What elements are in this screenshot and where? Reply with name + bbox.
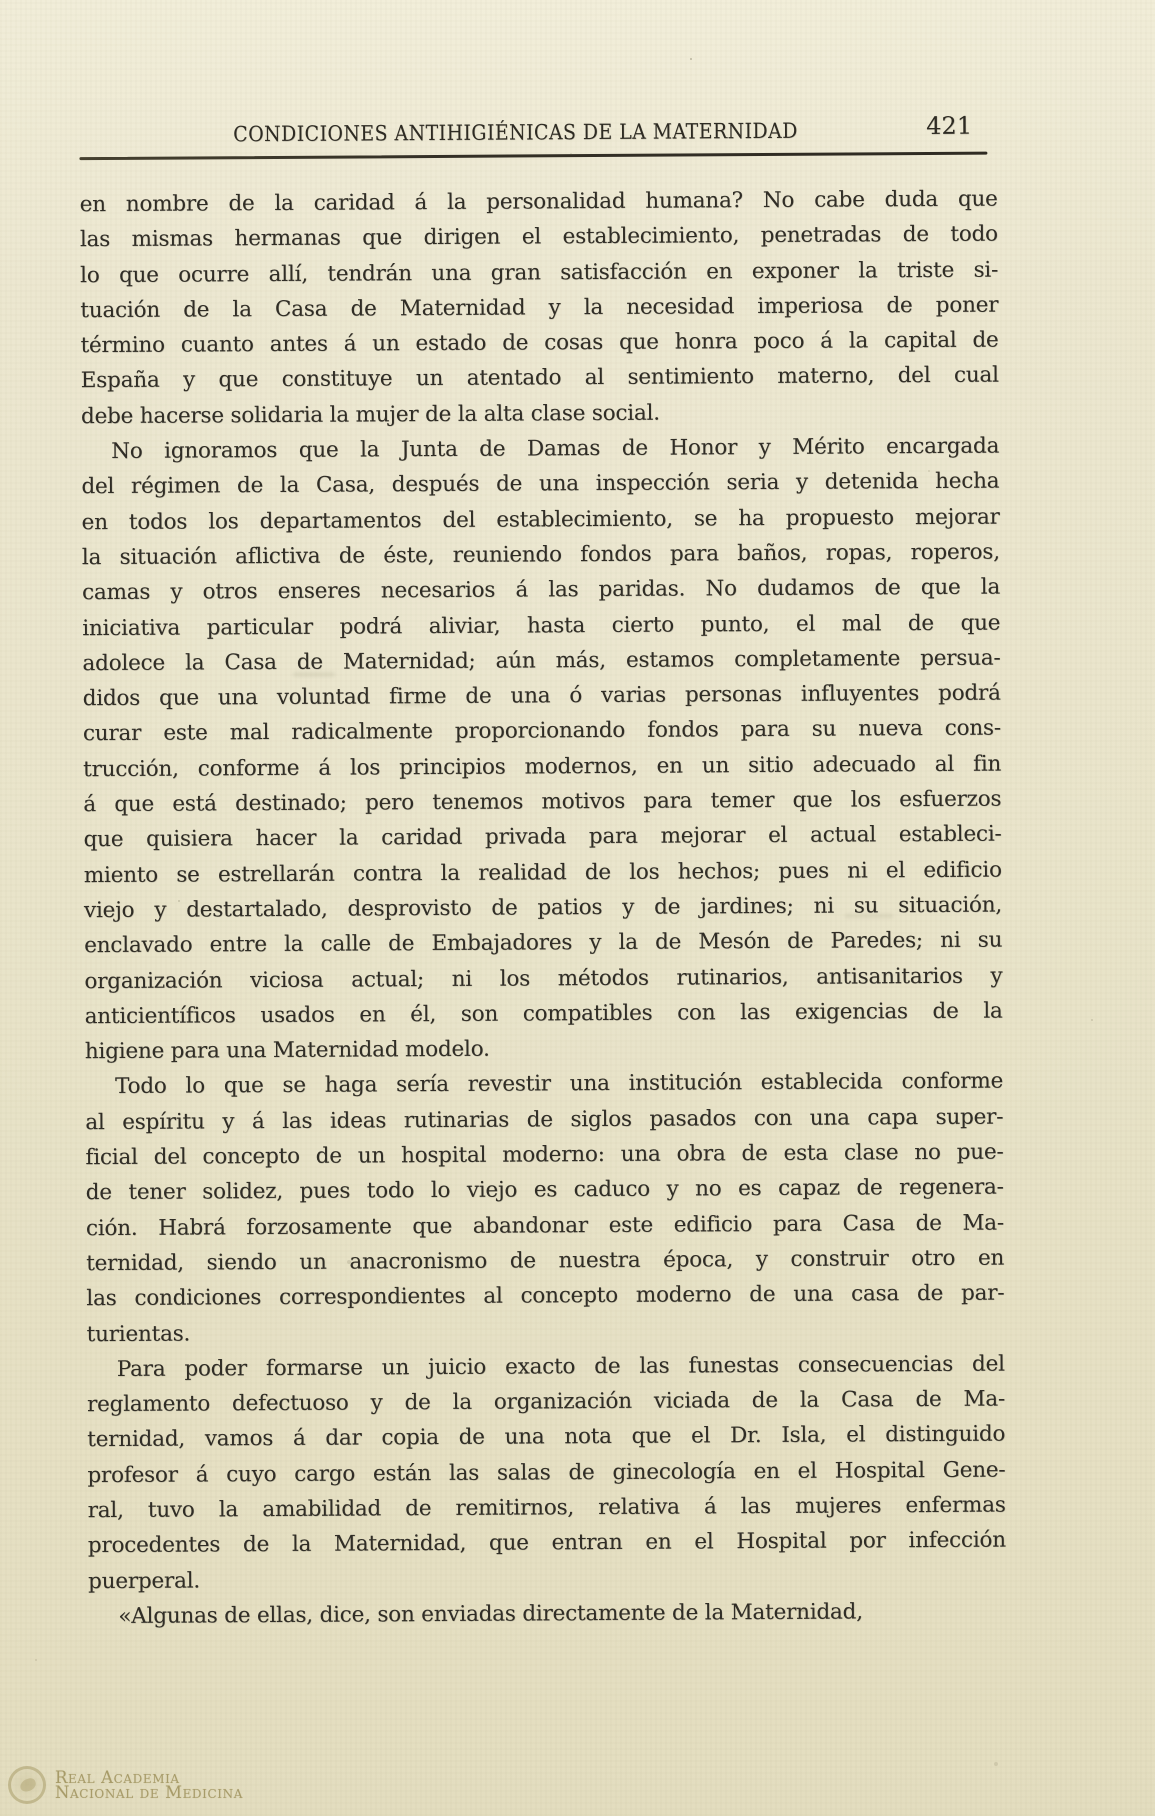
paper-specks [690,58,692,60]
text-line: puerperal. [88,1568,201,1594]
text-line: las mismas hermanas que dirigen el establecimiento, penetradas de todo [79,221,998,253]
text-line: procedentes de la Maternidad, que entran en el Hospital por infección [87,1527,1006,1559]
paragraph [81,429,1003,1070]
paragraph [87,1346,1006,1599]
header-rule [79,152,987,160]
text-line: «Algunas de ellas, dice, son enviadas directamente de la Maternidad, [118,1599,863,1629]
text-line: Para poder formarse un juicio exacto de las funestas consecuencias del [116,1351,1005,1382]
text-line: á que está destinado; pero tenemos motivos para temer que los esfuerzos [83,786,1002,818]
text-line: ficial del concepto de un hospital moderno: una obra de esta clase no pue- [85,1139,1004,1171]
text-line: enclavado entre la calle de Embajadores y la de Mesón de Paredes; ni su [84,927,1003,959]
page-number: 421 [926,111,973,140]
text-line: adolece la Casa de Maternidad; aún más, estamos completamente persua- [82,645,1001,677]
text-line: ternidad, siendo un anacronismo de nuestra época, y construir otro en [86,1245,1005,1277]
text-line: profesor á cuyo cargo están las salas de ginecología en el Hospital Gene- [87,1457,1006,1488]
text-line: Todo lo que se haga sería revestir una institución establecida conforme [115,1068,1004,1100]
text-line: turientas. [86,1321,191,1347]
paragraph [85,1064,1005,1352]
text-line: No ignoramos que la Junta de Damas de Honor y Mérito encargada [111,433,1000,465]
watermark-line1: Real Academia [55,1767,180,1787]
paragraph [88,1593,1006,1634]
text-line: que quisiera hacer la caridad privada para mejorar el actual estableci- [83,821,1002,853]
text-line: iniciativa particular podrá aliviar, hasta cierto punto, el mal de que [82,610,1001,641]
text-line: viejo y destartalado, desprovisto de patios y de jardines; ni su situación, [83,892,1003,924]
text-line: en nombre de la caridad á la personalidad humana? No cabe duda que [79,186,998,218]
text-line: término cuanto antes á un estado de cosas que honra poco á la capital de [80,327,999,359]
paragraph [80,182,999,435]
text-line: ción. Habrá forzosamente que abandonar este edificio para Casa de Ma- [85,1210,1005,1241]
text-line: anticientíficos usados en él, son compatibles con las exigencias de la [84,998,1003,1029]
text-line: al espíritu y á las ideas rutinarias de siglos pasados con una capa super- [85,1104,1004,1135]
text-line: la situación aflictiva de éste, reuniendo fondos para baños, ropas, roperos, [81,539,1000,571]
text-line: ral, tuvo la amabilidad de remitirnos, relativa á las mujeres enfermas [87,1492,1006,1524]
running-header-title: CONDICIONES ANTIHIGIÉNICAS DE LA MATERNIDAD [233,118,798,147]
text-line: de tener solidez, pues todo lo viejo es caduco y no es capaz de regenera- [85,1174,1004,1206]
watermark-text [55,1767,243,1802]
text-line: didos que una voluntad firme de una ó varias personas influyentes podrá [82,680,1001,712]
ink-showthrough-mark [293,672,335,677]
text-line: del régimen de la Casa, después de una inspección seria y detenida hecha [81,468,1000,500]
text-line: miento se estrellarán contra la realidad de los hechos; pues ni el edificio [83,857,1002,888]
text-line: camas y otros enseres necesarios á las paridas. No dudamos de que la [81,574,1001,606]
text-line: trucción, conforme á los principios modernos, en un sitio adecuado al fin [83,751,1002,782]
academy-seal-icon [8,1766,46,1804]
body-text [80,182,1007,1635]
text-line: higiene para una Maternidad modelo. [84,1036,490,1065]
ink-showthrough-mark [845,914,893,918]
ink-showthrough-mark [401,701,434,706]
text-line: en todos los departamentos del establecimiento, se ha propuesto mejorar [81,504,1000,535]
text-line: las condiciones correspondientes al concepto moderno de una casa de par- [86,1280,1005,1312]
library-watermark [8,1766,243,1804]
text-line: reglamento defectuoso y de la organización viciada de la Casa de Ma- [86,1386,1006,1418]
text-line: ternidad, vamos á dar copia de una nota que el Dr. Isla, el distinguido [87,1421,1006,1453]
text-line: España y que constituye un atentado al sentimiento materno, del cual [80,363,999,394]
text-line: organización viciosa actual; ni los métodos rutinarios, antisanitarios y [84,963,1003,994]
text-line: lo que ocurre allí, tendrán una gran satisfacción en exponer la triste si- [80,257,999,288]
text-line: tuación de la Casa de Maternidad y la necesidad imperiosa de poner [80,292,999,324]
watermark-line2: Nacional de Medicina [55,1783,243,1802]
text-line: curar este mal radicalmente proporcionando fondos para su nueva cons- [82,716,1001,747]
text-line: debe hacerse solidaria la mujer de la alta clase social. [80,400,660,429]
